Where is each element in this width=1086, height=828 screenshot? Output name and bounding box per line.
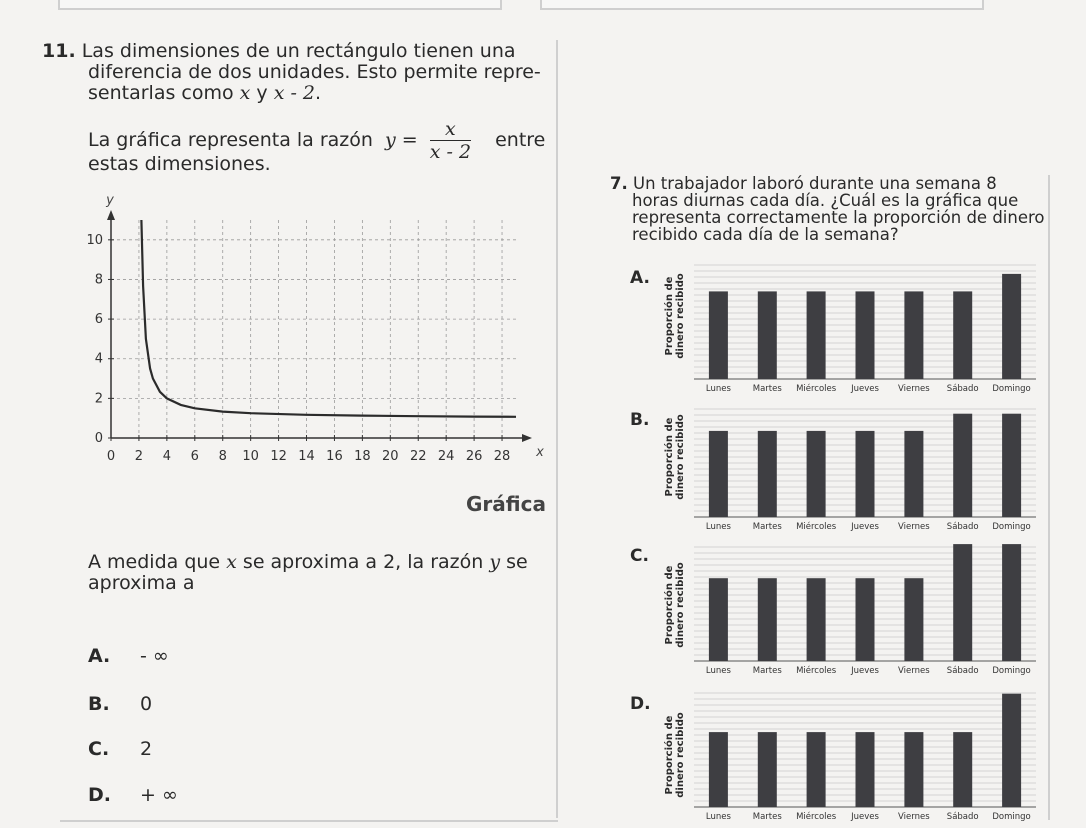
q11-question: A medida que x se aproxima a 2, la razón y se aproxima a: [88, 551, 528, 594]
y-axis-label: y: [106, 193, 114, 208]
bar-chart-d: [690, 688, 1040, 824]
chart-d-bar-sábado: [953, 732, 972, 807]
x-axis-label: x: [536, 445, 544, 460]
top-box-right: [540, 0, 984, 10]
chart-b-bar-sábado: [953, 414, 972, 517]
q7-block: [610, 175, 1050, 243]
chart-c-bar-domingo: [1002, 544, 1021, 661]
chart-c-label-sábado: Sábado: [946, 666, 979, 676]
chart-d-bar-jueves: [856, 732, 875, 807]
y-tick-label-6: 6: [94, 312, 103, 328]
chart-b-label-jueves: Jueves: [851, 522, 879, 532]
chart-a-bar-viernes: [904, 291, 923, 379]
chart-d-bar-lunes: [709, 732, 728, 807]
chart-d-label-lunes: Lunes: [705, 812, 731, 822]
chart-a-bar-lunes: [709, 291, 728, 379]
y-tick-label-10: 10: [86, 232, 103, 248]
bar-a-ylabel: Proporción de dinero recibido: [664, 273, 686, 359]
chart-a-bar-sábado: [953, 291, 972, 379]
x-tick-label-22: 22: [409, 449, 427, 464]
top-box-left: [58, 0, 502, 10]
bar-chart-b: [690, 402, 1040, 534]
q7-option-d-letter[interactable]: D.: [630, 694, 651, 714]
chart-a-bar-jueves: [856, 291, 875, 379]
q11-function-graph: [80, 190, 550, 470]
chart-c-label-jueves: Jueves: [851, 666, 879, 676]
y-tick-label-2: 2: [94, 391, 103, 407]
chart-c-label-martes: Martes: [752, 666, 782, 676]
x-tick-label-16: 16: [326, 449, 343, 464]
x-tick-label-0: 0: [106, 449, 116, 464]
chart-d-bar-viernes: [904, 732, 923, 807]
chart-c-label-miércoles: Miércoles: [796, 666, 837, 676]
chart-b-label-miércoles: Miércoles: [796, 522, 837, 532]
chart-a-label-lunes: Lunes: [705, 384, 731, 394]
chart-b-bar-viernes: [904, 431, 923, 517]
q11-graph-intro: [88, 118, 558, 175]
chart-a-bar-miércoles: [807, 291, 826, 379]
chart-c-label-lunes: Lunes: [705, 666, 731, 676]
chart-a-label-domingo: Domingo: [992, 384, 1031, 394]
q11-fraction: $\frac{x}{x - 2}$: [429, 118, 472, 163]
chart-b-label-martes: Martes: [752, 522, 782, 532]
chart-b-bar-domingo: [1002, 414, 1021, 517]
chart-a-bar-martes: [758, 291, 777, 379]
x-tick-label-20: 20: [382, 449, 399, 464]
q7-option-b-letter[interactable]: B.: [630, 410, 650, 430]
chart-a-bar-domingo: [1002, 274, 1021, 379]
x-tick-label-28: 28: [493, 449, 511, 464]
chart-c-bar-miércoles: [807, 578, 826, 661]
q7-option-c-letter[interactable]: C.: [630, 546, 649, 566]
bar-chart-a: [690, 262, 1040, 396]
y-tick-label-8: 8: [94, 272, 103, 288]
x-tick-label-26: 26: [465, 449, 483, 464]
q7-line4: recibido cada día de la semana?: [632, 225, 899, 244]
chart-d-bar-miércoles: [807, 732, 826, 807]
q11-block: [42, 41, 552, 104]
q7-line1: Un trabajador laboró durante una semana 8: [633, 174, 997, 193]
chart-c-bar-martes: [758, 578, 777, 661]
x-tick-label-10: 10: [242, 449, 259, 464]
chart-b-bar-martes: [758, 431, 777, 517]
chart-a-label-martes: Martes: [752, 384, 782, 394]
q11-option-b[interactable]: B. 0: [88, 693, 153, 715]
q11-intro-text: La gráfica representa la razón: [88, 129, 373, 151]
x-tick-label-24: 24: [437, 449, 455, 464]
chart-b-bar-jueves: [856, 431, 875, 517]
bar-chart-c: [690, 540, 1040, 678]
function-curve: [141, 220, 516, 417]
q11-prompt-line1: Las dimensiones de un rectángulo tienen una: [81, 40, 516, 62]
q11-caption: Gráfica: [466, 492, 546, 516]
chart-c-bar-sábado: [953, 544, 972, 661]
chart-b-label-domingo: Domingo: [992, 522, 1031, 532]
q11-number: 11.: [42, 40, 76, 62]
x-tick-label-18: 18: [354, 449, 371, 464]
chart-c-label-domingo: Domingo: [992, 666, 1031, 676]
chart-d-label-sábado: Sábado: [946, 812, 979, 822]
chart-d-label-miércoles: Miércoles: [796, 812, 837, 822]
q11-intro-line2: estas dimensiones.: [88, 153, 271, 175]
x-tick-label-4: 4: [162, 449, 172, 464]
y-tick-label-0: 0: [94, 431, 103, 446]
right-border: [1048, 175, 1050, 820]
chart-d-label-domingo: Domingo: [992, 812, 1031, 822]
bottom-border: [60, 820, 558, 822]
chart-a-label-sábado: Sábado: [946, 384, 979, 394]
chart-d-label-martes: Martes: [752, 812, 782, 822]
chart-d-bar-domingo: [1002, 694, 1021, 807]
x-tick-label-8: 8: [218, 449, 227, 464]
q11-option-a[interactable]: A. - ∞: [88, 645, 169, 667]
bar-d-ylabel: Proporción de dinero recibido: [664, 712, 686, 798]
q11-prompt-line2: diferencia de dos unidades. Esto permite repre-: [88, 61, 541, 83]
x-tick-label-2: 2: [134, 449, 144, 464]
chart-c-bar-viernes: [904, 578, 923, 661]
q11-intro-end: entre: [495, 129, 546, 151]
q7-line2: horas diurnas cada día. ¿Cuál es la gráfica que: [632, 191, 1019, 210]
q11-option-d[interactable]: D. + ∞: [88, 784, 178, 806]
q11-eq-y: y =: [384, 129, 418, 151]
chart-c-label-viernes: Viernes: [898, 666, 930, 676]
chart-c-bar-jueves: [856, 578, 875, 661]
q7-line3: representa correctamente la proporción de dinero: [632, 208, 1045, 227]
x-tick-label-14: 14: [298, 449, 315, 464]
bar-c-ylabel: Proporción de dinero recibido: [664, 562, 686, 648]
chart-d-bar-martes: [758, 732, 777, 807]
chart-b-bar-miércoles: [807, 431, 826, 517]
q11-prompt-line3: sentarlas como x y x - 2.: [88, 82, 322, 104]
q7-option-a-letter[interactable]: A.: [630, 268, 650, 288]
y-axis-arrow: [107, 210, 115, 220]
chart-b-label-viernes: Viernes: [898, 522, 930, 532]
chart-a-label-viernes: Viernes: [898, 384, 930, 394]
chart-b-label-sábado: Sábado: [946, 522, 979, 532]
x-tick-label-6: 6: [190, 449, 199, 464]
q7-number: 7.: [610, 174, 628, 193]
chart-b-label-lunes: Lunes: [705, 522, 731, 532]
y-tick-label-4: 4: [94, 351, 103, 367]
chart-a-label-miércoles: Miércoles: [796, 384, 837, 394]
chart-d-label-jueves: Jueves: [851, 812, 879, 822]
x-axis-arrow: [522, 434, 532, 442]
chart-a-label-jueves: Jueves: [851, 384, 879, 394]
bar-b-ylabel: Proporción de dinero recibido: [664, 414, 686, 500]
chart-d-label-viernes: Viernes: [898, 812, 930, 822]
chart-c-bar-lunes: [709, 578, 728, 661]
x-tick-label-12: 12: [270, 449, 287, 464]
q11-option-c[interactable]: C. 2: [88, 738, 153, 760]
chart-b-bar-lunes: [709, 431, 728, 517]
